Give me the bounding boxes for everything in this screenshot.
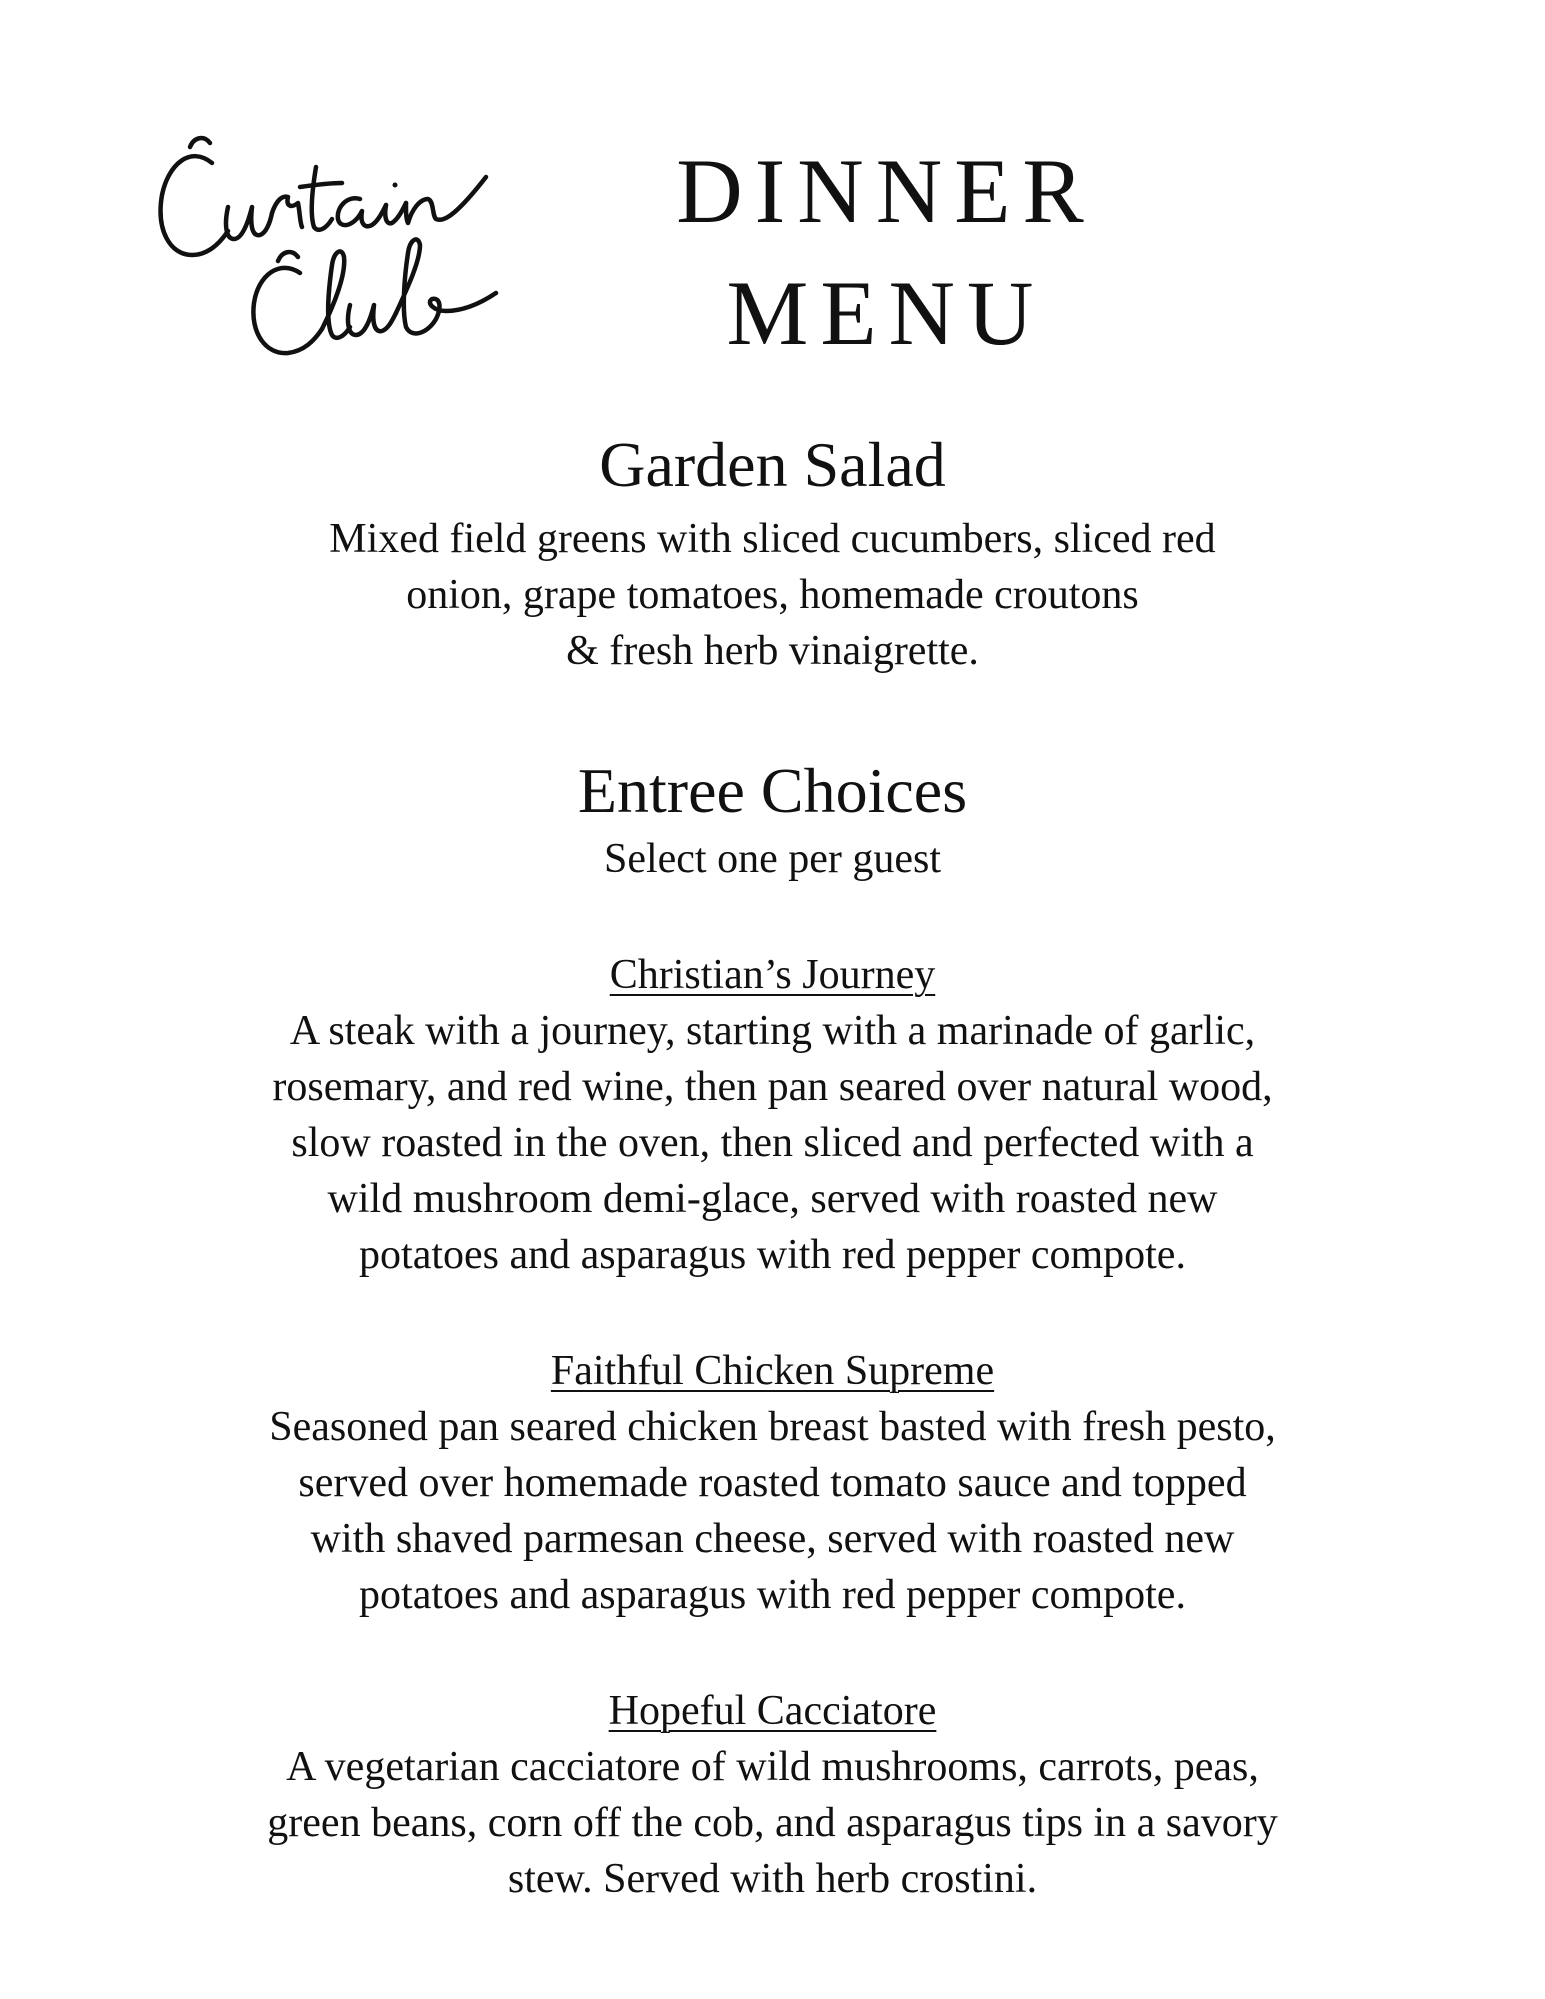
entree-heading: Entree Choices (577, 755, 968, 826)
salad-description-line: & fresh herb vinaigrette. (566, 628, 979, 674)
dish-faithful-chicken-supreme (0, 1343, 1545, 1623)
salad-description (223, 511, 1323, 679)
dish-description-line: rosemary, and red wine, then pan seared over natural wood, (272, 1064, 1273, 1110)
dish-description-line: green beans, corn off the cob, and asparagus tips in a savory (267, 1800, 1278, 1846)
entree-subtext: Select one per guest (603, 836, 942, 882)
salad-description-line: onion, grape tomatoes, homemade croutons (406, 572, 1139, 618)
salad-description-line: Mixed field greens with sliced cucumbers, sliced red (329, 516, 1216, 562)
dish-name: Faithful Chicken Supreme (550, 1348, 995, 1394)
dish-description-line: potatoes and asparagus with red pepper compote. (359, 1232, 1186, 1278)
dish-christians-journey (0, 947, 1545, 1283)
dish-description-line: slow roasted in the oven, then sliced and perfected with a (291, 1120, 1254, 1166)
dish-description-line: A vegetarian cacciatore of wild mushrooms, carrots, peas, (286, 1744, 1259, 1790)
dish-name: Hopeful Cacciatore (608, 1688, 937, 1734)
dish-description-line: A steak with a journey, starting with a marinade of garlic, (289, 1008, 1256, 1054)
dish-description-line: with shaved parmesan cheese, served with roasted new (310, 1516, 1235, 1562)
dish-description-line: wild mushroom demi-glace, served with roasted new (327, 1176, 1218, 1222)
title-line-dinner: DINNER (676, 140, 1096, 242)
dish-description (73, 1739, 1473, 1907)
dish-description-line: potatoes and asparagus with red pepper compote. (359, 1572, 1186, 1618)
dish-description (73, 1399, 1473, 1623)
dish-description-line: stew. Served with herb crostini. (507, 1856, 1038, 1902)
salad-heading: Garden Salad (599, 429, 946, 500)
menu-content (0, 425, 1545, 1907)
dish-description-line: served over homemade roasted tomato sauce and topped (298, 1460, 1247, 1506)
dish-description (73, 1003, 1473, 1283)
dish-description-line: Seasoned pan seared chicken breast basted with fresh pesto, (269, 1404, 1276, 1450)
dish-hopeful-cacciatore (0, 1683, 1545, 1907)
title-line-menu: MENU (726, 262, 1046, 364)
dish-name: Christian’s Journey (609, 952, 936, 998)
menu-title (560, 130, 1200, 374)
